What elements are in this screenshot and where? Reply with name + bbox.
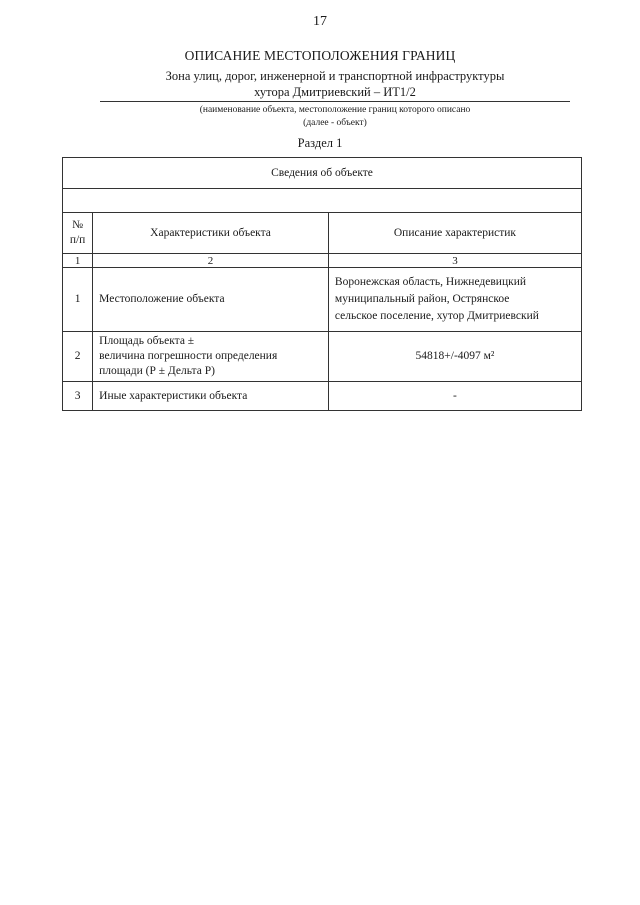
description-line: муниципальный район, Острянское xyxy=(334,293,510,305)
characteristic-line: Площадь объекта ± xyxy=(99,335,195,347)
row-number: 2 xyxy=(63,332,93,382)
row-characteristic: Местоположение объекта xyxy=(93,268,329,332)
row-characteristic: Иные характеристики объекта xyxy=(93,382,329,411)
object-name-caption xyxy=(100,104,570,130)
table-row xyxy=(63,268,582,332)
table-header-row xyxy=(63,158,582,189)
row-number: 3 xyxy=(63,382,93,411)
caption-line-1: (наименование объекта, местоположение границ которого описано xyxy=(199,105,471,115)
column-header-characteristics: Характеристики объекта xyxy=(93,213,329,254)
table-row xyxy=(63,382,582,411)
caption-line-2: (далее - объект) xyxy=(303,118,367,128)
column-header-num xyxy=(63,213,93,254)
table-header: Сведения об объекте xyxy=(63,158,582,189)
row-description xyxy=(328,268,581,332)
column-index-1: 1 xyxy=(63,254,93,268)
row-description: - xyxy=(328,382,581,411)
document-title: ОПИСАНИЕ МЕСТОПОЛОЖЕНИЯ ГРАНИЦ xyxy=(184,48,456,63)
row-number: 1 xyxy=(63,268,93,332)
row-characteristic xyxy=(93,332,329,382)
num-header-line-2: п/п xyxy=(69,234,86,246)
column-header-description: Описание характеристик xyxy=(328,213,581,254)
num-header-line-1: № xyxy=(72,219,84,231)
section-label: Раздел 1 xyxy=(297,136,343,150)
characteristic-line: величина погрешности определения xyxy=(99,350,278,362)
object-name xyxy=(100,68,570,102)
blank-cell xyxy=(63,189,582,213)
object-name-line-2: хутора Дмитриевский – ИТ1/2 xyxy=(254,85,416,99)
characteristic-line: площади (Р ± Дельта Р) xyxy=(99,365,215,377)
table-row xyxy=(63,332,582,382)
table-column-index-row xyxy=(63,254,582,268)
page-number: 17 xyxy=(313,14,327,29)
object-info-table xyxy=(62,157,582,411)
column-index-3: 3 xyxy=(328,254,581,268)
table-blank-row xyxy=(63,189,582,213)
table-column-headers xyxy=(63,213,582,254)
row-description: 54818+/-4097 м² xyxy=(328,332,581,382)
description-line: сельское поселение, хутор Дмитриевский xyxy=(334,310,539,322)
description-line: Воронежская область, Нижнедевицкий xyxy=(334,276,527,288)
object-name-line-1: Зона улиц, дорог, инженерной и транспортной инфраструктуры xyxy=(165,69,505,83)
column-index-2: 2 xyxy=(93,254,329,268)
